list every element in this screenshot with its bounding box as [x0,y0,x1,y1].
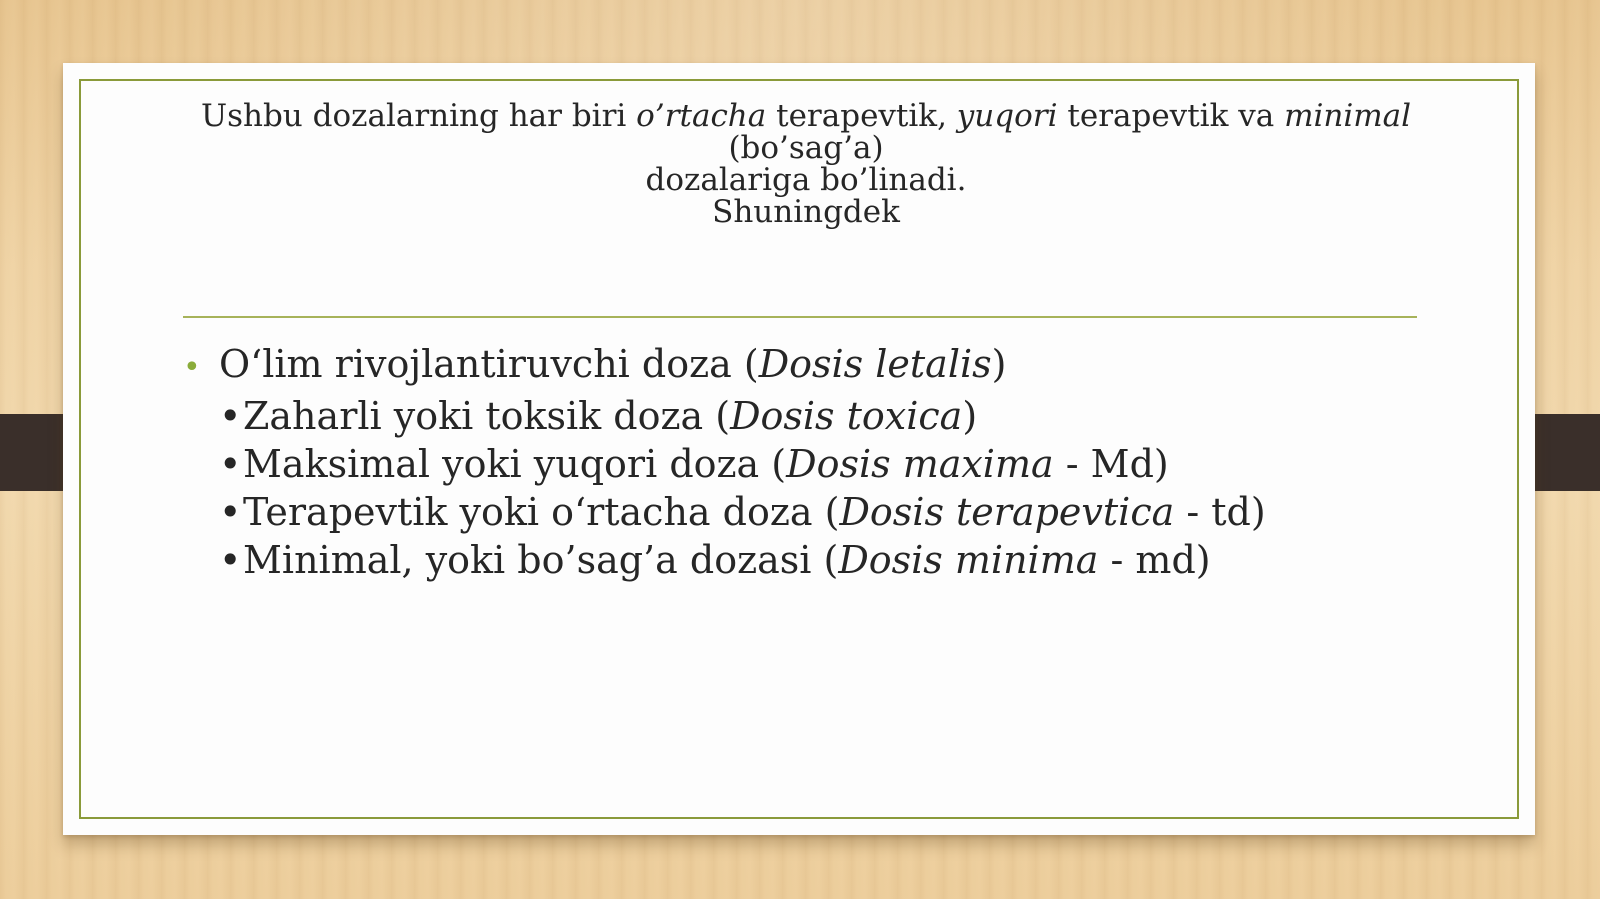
title-line-3: dozalariga bo’linadi. [645,162,967,198]
bullet-main [183,340,1423,392]
sub-bullet-mark: • [219,490,242,534]
sub-bullet-2: •Maksimal yoki yuqori doza (Dosis maxima - Md) [219,442,1169,486]
sub-bullet-1: •Zaharli yoki toksik doza (Dosis toxica) [219,394,978,438]
slide-title [116,100,1496,228]
sub-bullet-4: •Minimal, yoki bo’sag’a dozasi (Dosis minima - md) [219,538,1211,582]
bullet-list [183,340,1423,584]
bullet-dot-icon: • [183,350,201,385]
sub-bullet-3: •Terapevtik yoki o‘rtacha doza (Dosis terapevtica - td) [219,490,1266,534]
title-line-2: (bo’sag’a) [728,130,884,166]
title-divider [183,316,1417,318]
bullet-main-text: O‘lim rivojlantiruvchi doza (Dosis letalis) [219,342,1007,386]
title-line-1: Ushbu dozalarning har biri o’rtacha terapevtik, yuqori terapevtik va minimal [200,98,1412,134]
title-line-4: Shuningdek [712,194,900,230]
sub-bullet-mark: • [219,538,242,582]
sub-bullet-mark: • [219,442,242,486]
sub-bullet-mark: • [219,394,242,438]
